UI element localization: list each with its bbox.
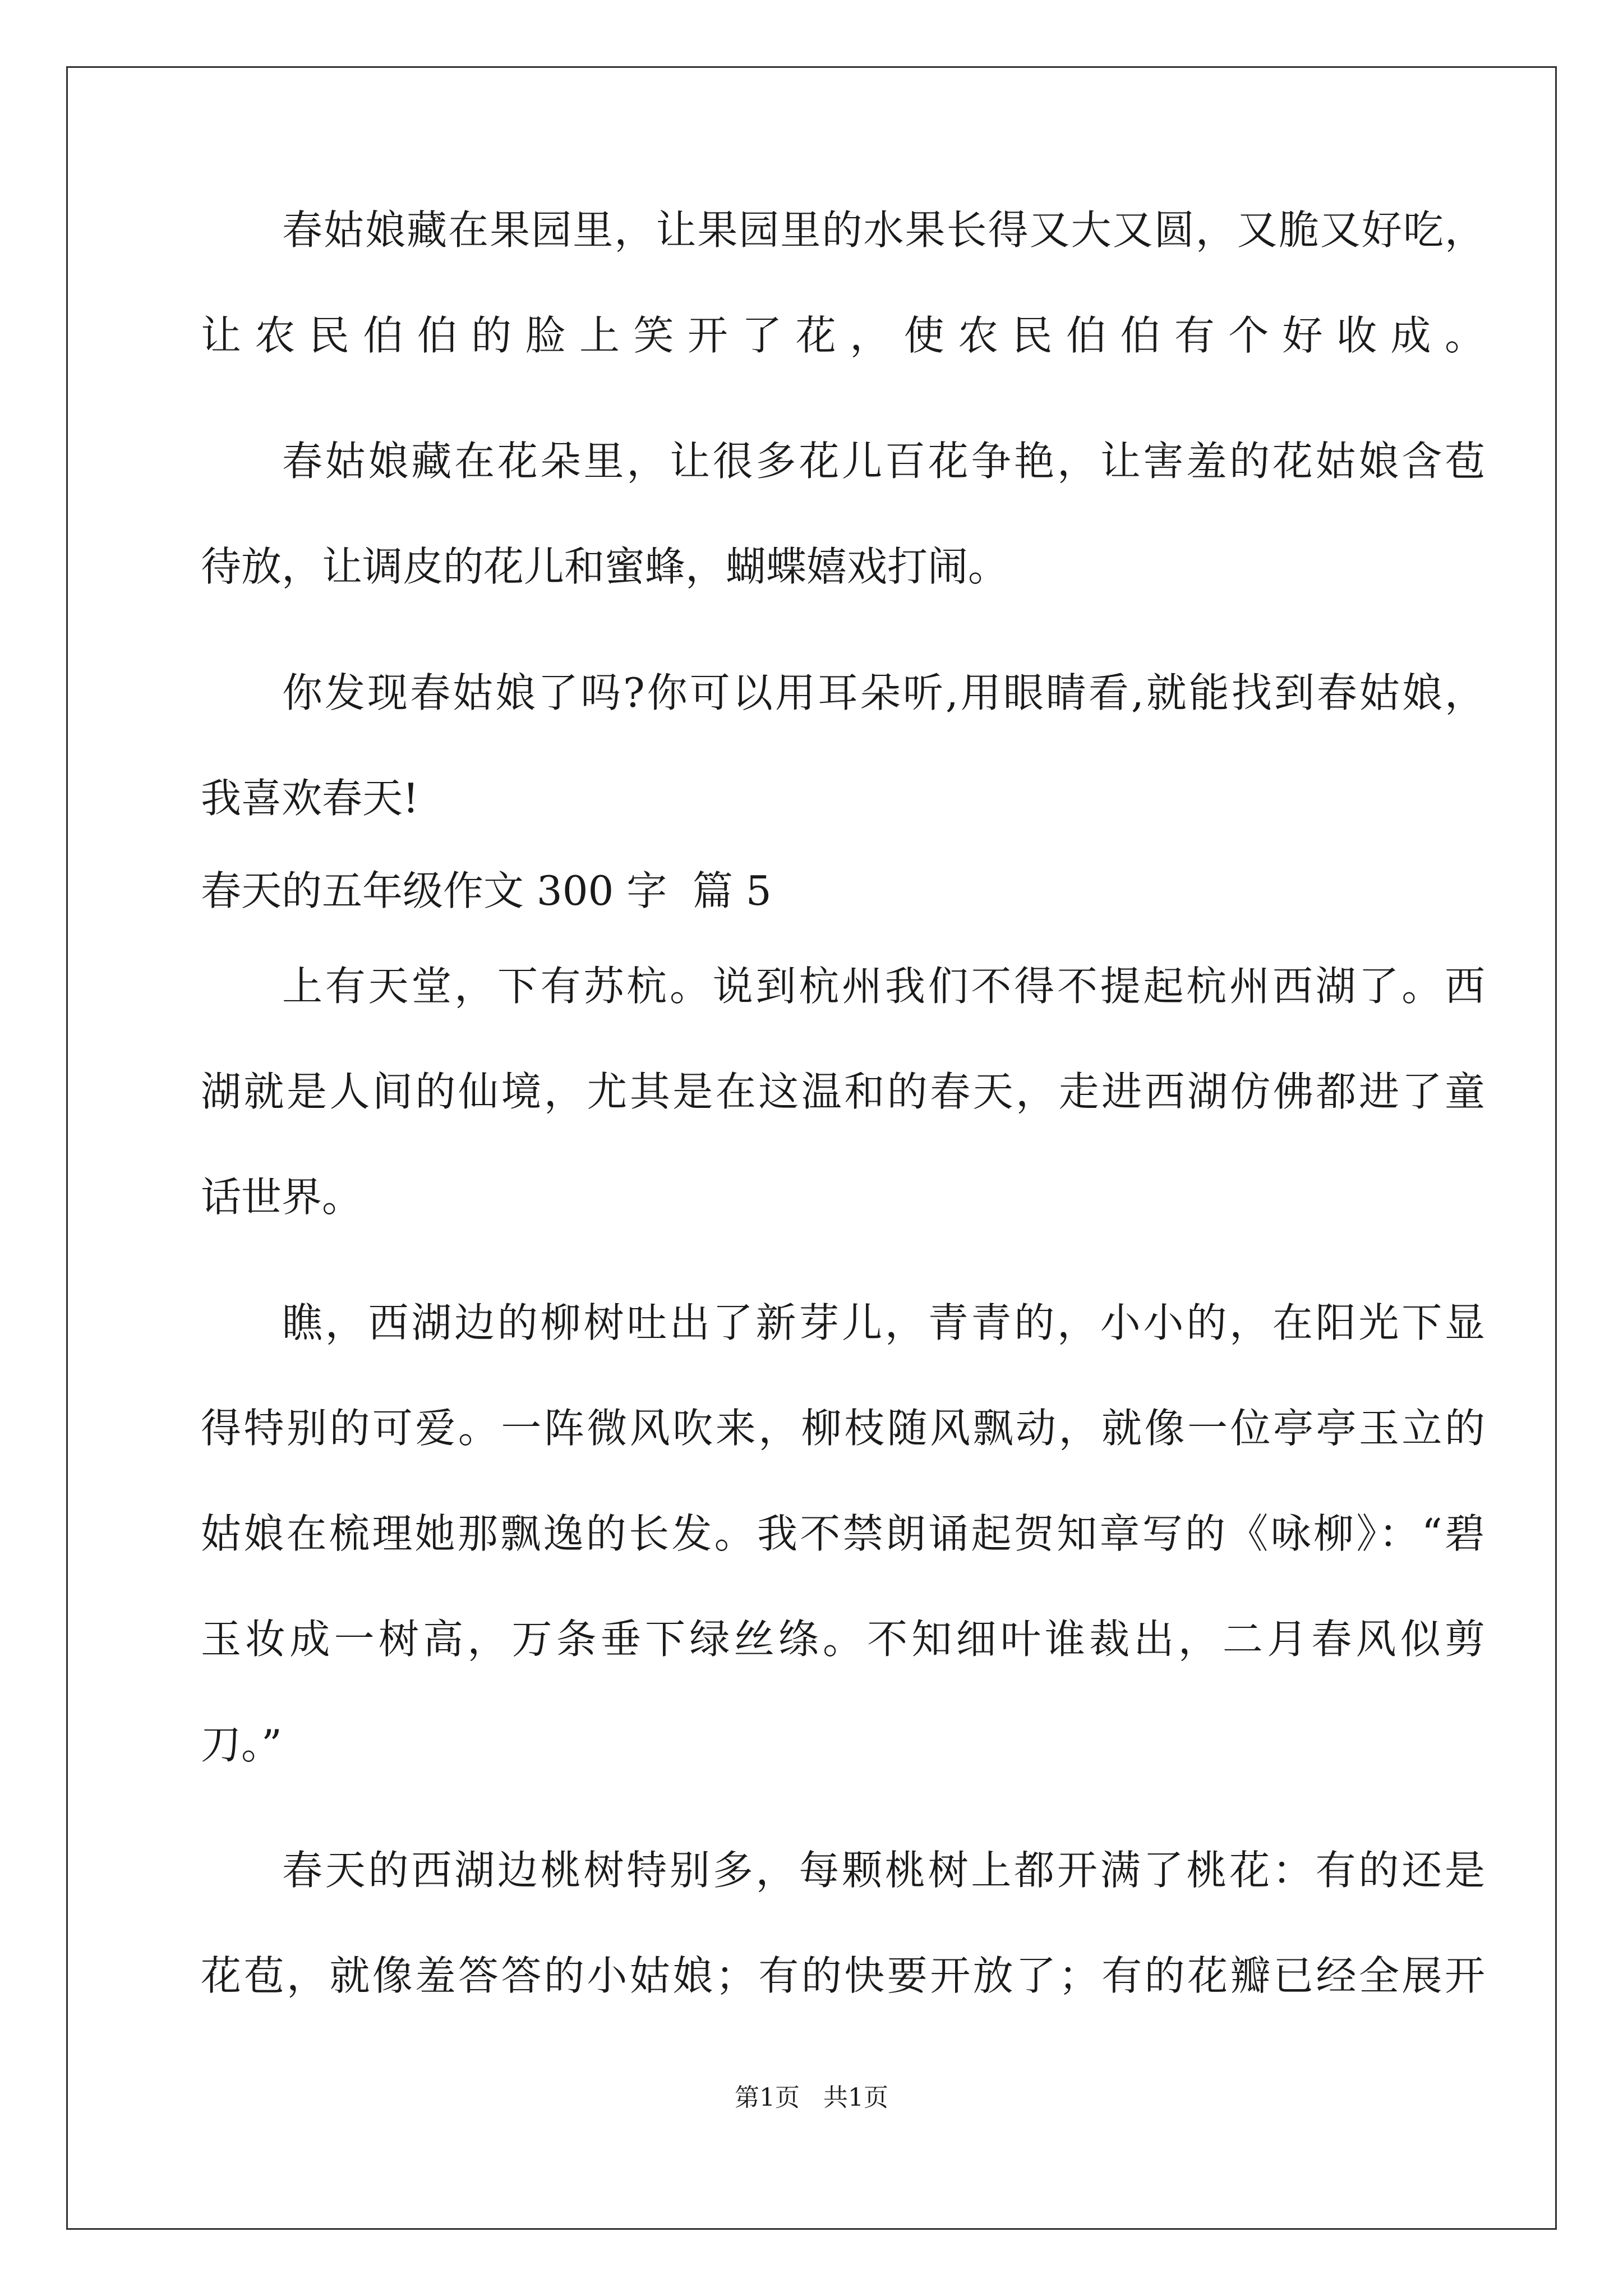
text-line: 姑娘在梳理她那飘逸的长发。我不禁朗诵起贺知章写的《咏柳》：“碧 xyxy=(201,1510,1485,1557)
section-heading: 春天的五年级作文 300 字 篇 5 xyxy=(201,867,772,914)
text-line: 话世界。 xyxy=(201,1174,363,1221)
text-line: 让农民伯伯的脸上笑开了花，使农民伯伯有个好收成。 xyxy=(201,312,1485,359)
text-line: 你发现春姑娘了吗?你可以用耳朵听,用眼睛看,就能找到春姑娘， xyxy=(282,669,1485,716)
page-number: 第1页 xyxy=(735,2083,800,2112)
text-line: 春天的西湖边桃树特别多，每颗桃树上都开满了桃花：有的还是 xyxy=(282,1847,1485,1894)
text-line: 我喜欢春天! xyxy=(201,775,419,822)
page-footer xyxy=(0,2081,1623,2115)
text-line: 瞧，西湖边的柳树吐出了新芽儿，青青的，小小的，在阳光下显 xyxy=(282,1299,1485,1346)
text-line: 得特别的可爱。一阵微风吹来，柳枝随风飘动，就像一位亭亭玉立的 xyxy=(201,1405,1485,1452)
text-line: 玉妆成一树高，万条垂下绿丝绦。不知细叶谁裁出，二月春风似剪 xyxy=(201,1616,1485,1663)
text-line: 春姑娘藏在果园里，让果园里的水果长得又大又圆，又脆又好吃， xyxy=(282,206,1485,254)
text-line: 春姑娘藏在花朵里，让很多花儿百花争艳，让害羞的花姑娘含苞 xyxy=(282,438,1485,485)
text-line: 刀。” xyxy=(201,1721,282,1768)
page-border xyxy=(66,66,1557,2230)
text-line: 花苞，就像羞答答的小姑娘；有的快要开放了；有的花瓣已经全展开 xyxy=(201,1952,1485,1999)
text-line: 湖就是人间的仙境，尤其是在这温和的春天，走进西湖仿佛都进了童 xyxy=(201,1068,1485,1115)
page-total: 共1页 xyxy=(823,2083,888,2112)
text-line: 上有天堂，下有苏杭。说到杭州我们不得不提起杭州西湖了。西 xyxy=(282,963,1485,1010)
text-line: 待放，让调皮的花儿和蜜蜂，蝴蝶嬉戏打闹。 xyxy=(201,543,1009,590)
